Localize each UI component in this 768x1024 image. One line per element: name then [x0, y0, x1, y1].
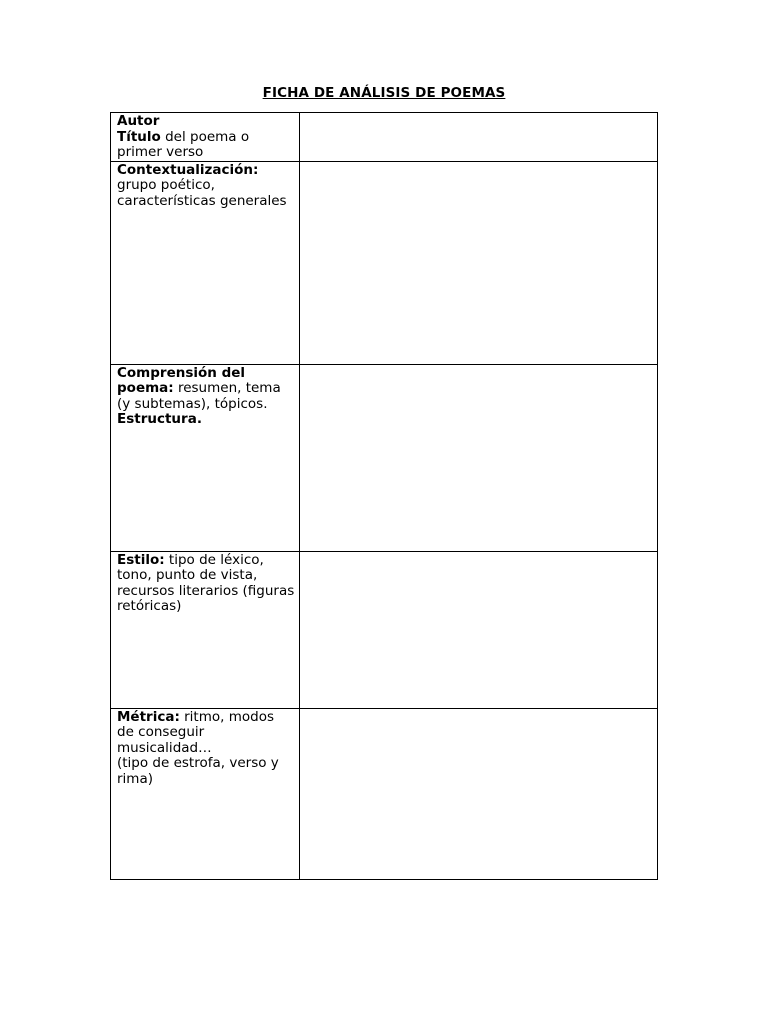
answer-cell-metrica[interactable]	[300, 708, 658, 879]
label-cell-estilo	[111, 551, 300, 708]
comprension-description: resumen, tema (y subtemas), tópicos.	[117, 380, 281, 412]
estilo-label: Estilo:	[117, 551, 165, 568]
label-cell-contextualizacion	[111, 161, 300, 364]
comprension-label: Comprensión del poema:	[117, 364, 246, 396]
label-cell-metrica	[111, 708, 300, 879]
page-title: FICHA DE ANÁLISIS DE POEMAS	[262, 85, 506, 101]
answer-cell-estilo[interactable]	[300, 551, 658, 708]
metrica-description: ritmo, modos de conseguir musicalidad…	[117, 708, 274, 756]
table-row-estilo	[111, 551, 658, 708]
table-row-comprension	[111, 364, 658, 551]
titulo-label: Título	[117, 128, 161, 145]
answer-cell-comprension[interactable]	[300, 364, 658, 551]
table-row-contextualizacion	[111, 161, 658, 364]
contextualizacion-description: grupo poético, características generales	[117, 177, 287, 209]
table-row-autor	[111, 113, 658, 162]
table-row-metrica	[111, 708, 658, 879]
label-cell-autor	[111, 113, 300, 162]
label-cell-comprension	[111, 364, 300, 551]
metrica-details: (tipo de estrofa, verso y rima)	[117, 755, 279, 787]
contextualizacion-label: Contextualización:	[117, 161, 259, 178]
metrica-label: Métrica:	[117, 708, 180, 725]
autor-label: Autor	[117, 113, 160, 129]
titulo-description: del poema o primer verso	[117, 128, 250, 160]
answer-cell-autor[interactable]	[300, 113, 658, 162]
analysis-table	[110, 112, 658, 880]
estilo-description: tipo de léxico, tono, punto de vista, recursos literarios (figuras retóricas)	[117, 551, 295, 614]
answer-cell-contextualizacion[interactable]	[300, 161, 658, 364]
estructura-label: Estructura.	[117, 411, 202, 427]
